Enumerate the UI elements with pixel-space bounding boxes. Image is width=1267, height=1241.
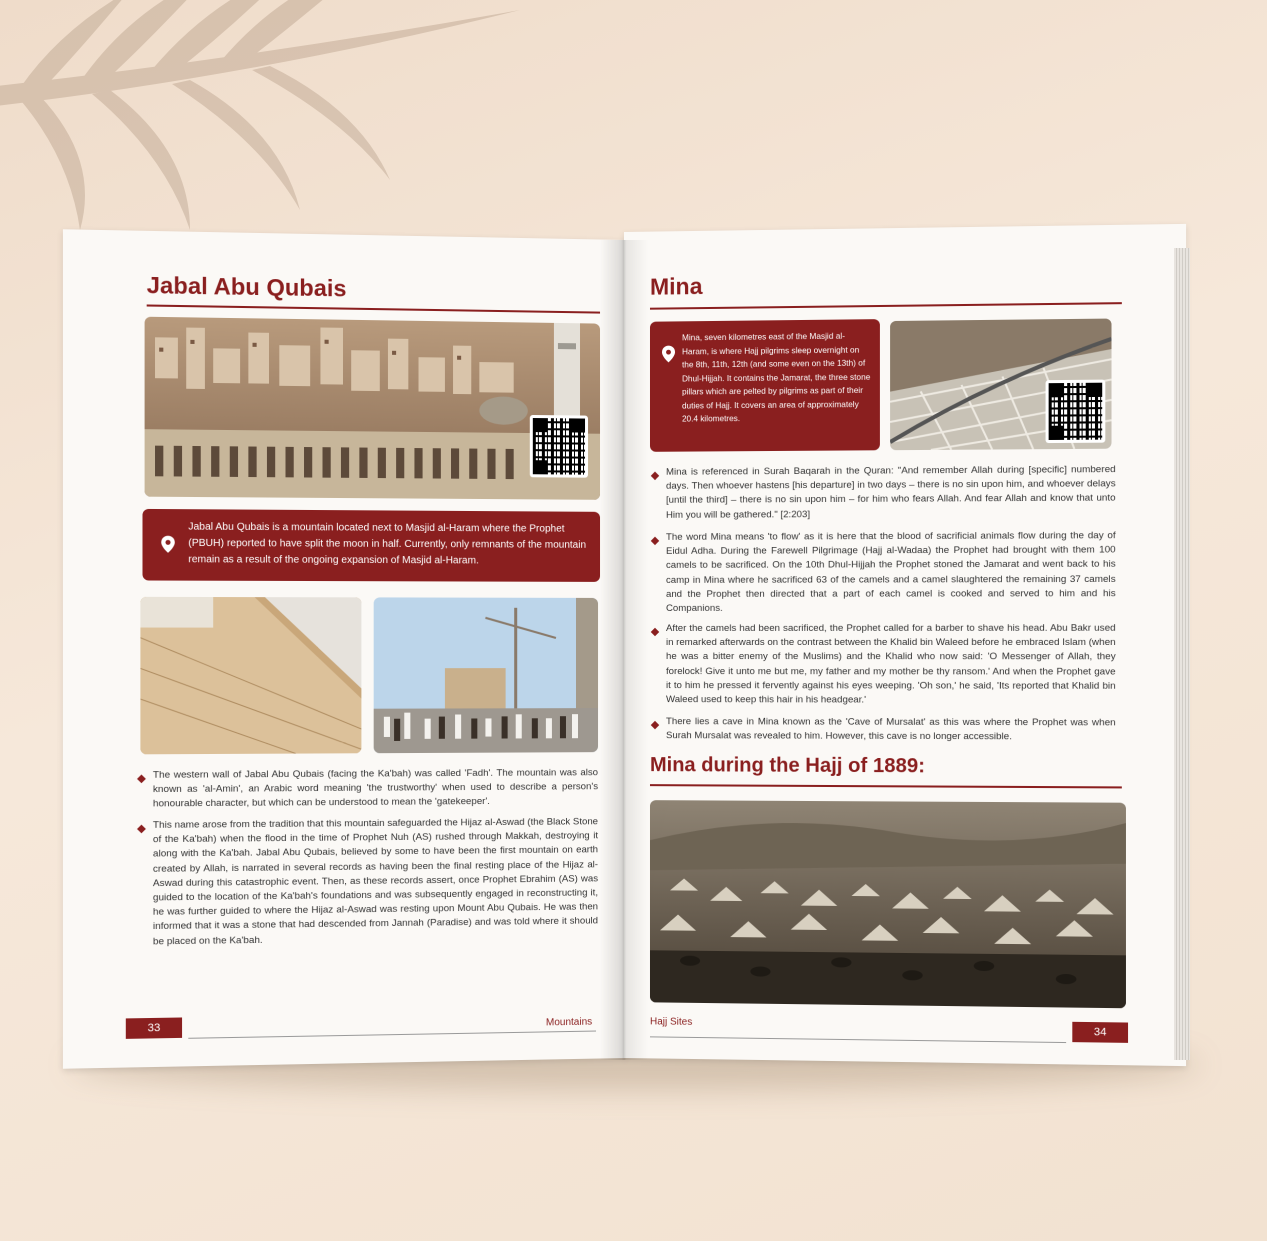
right-bullet-3: After the camels had been sacrificed, the Prophet called for a barber to shave his head. Abu Bakr used in remarked afterwards on the contrast between the Khalid bin Waleed before he embraced Islam (when he was a bitter enemy of the Muslims) and the Khalid who now said: 'O Messenger of Allah, they forelock! Give it unto me but me, my father and my mother be thy ransom.' And when the Prophet gave it to him he pressed it fervently against his eyes weeping. 'Oh son,' he said, 'Its reported that Khalid bin Waleed used to keep this hair in his headgear.' [666, 622, 1116, 706]
wall-photo [140, 597, 361, 754]
historic-hajj-1889-photo [650, 800, 1126, 1008]
footer-line [650, 1036, 1066, 1043]
location-pin-icon [662, 345, 675, 362]
bullet-marker [651, 472, 659, 480]
location-pin-icon [161, 536, 175, 553]
page-edges [1174, 248, 1190, 1060]
subtitle-rule [650, 784, 1122, 788]
bullet-marker [651, 628, 659, 636]
right-page-title: Mina [649, 272, 703, 300]
page-number-right: 34 [1072, 1022, 1128, 1043]
left-page-title: Jabal Abu Qubais [146, 271, 347, 302]
left-bullet-2: This name arose from the tradition that this mountain safeguarded the Hijaz al-Aswad (the Black Stone of the Ka'bah) when the flood in the time of Prophet Nuh (AS) rushed through Makkah, destroying it along with the Ka'bah. Jabal Abu Qubais, believed by some to have been the first mountain on earth created by Allah, is narrated in several records as having been the final resting place of the Hijaz al-Aswad during this catastrophic event. Then, as these records assert, once Prophet Ebrahim (AS) was guided to the location of the Ka'bah's foundations and was subsequently engaged in reconstructing it, he was further guided to where the Hijaz al-Aswad was resting upon Mount Abu Qubais. He was then informed that it was a stone that had descended from Jannah (Paradise) and was told where it should be placed on the Ka'bah. [152, 816, 599, 948]
right-bullet-4: There lies a cave in Mina known as the 'Cave of Mursalat' as this was where the Prophet was when Surah Mursalat was revealed to him. However, this cave is no longer accessible. [666, 716, 1116, 743]
mina-aerial-photo [890, 319, 1111, 451]
qr-code [530, 415, 588, 478]
title-rule [650, 302, 1122, 310]
title-rule [147, 304, 600, 313]
section-subtitle: Mina during the Hajj of 1889: [649, 754, 925, 778]
callout-text: Jabal Abu Qubais is a mountain located next to Masjid al-Haram where the Prophet (PBUH) reported to have split the moon in half. Currently, only remnants of the mountain remain as a result of the ongoing expansion of Masjid al-Haram. [188, 521, 587, 567]
right-bullet-1: Mina is referenced in Surah Baqarah in the Quran: "And remember Allah during [specific] numbered days. Then whoever hastens [his departure] in two days – there is no sin upon him, and whoever delays [until the third] – there is no sin upon him – for him who fears Allah. And fear Allah and know that unto Him you will be gathered." [2:203] [666, 463, 1116, 521]
bullet-marker [651, 537, 659, 545]
right-footer-section: Hajj Sites [649, 1016, 693, 1028]
left-page [63, 229, 626, 1068]
mountain-city-photo [145, 317, 600, 500]
right-page [624, 224, 1186, 1066]
bullet-marker [137, 825, 146, 834]
footer-line [188, 1031, 596, 1039]
bullet-marker [651, 721, 659, 729]
right-bullet-2: The word Mina means 'to flow' as it is here that the blood of sacrificial animals flow during the day of Eidul Adha. During the Farewell Pilgrimage (Hajj al-Wadaa) the Prophet had brought with them 100 camels to be sacrificed. On the 10th Dhul-Hijjah the Prophet stoned the Jamarat and went back to his camp in Mina where he sacrificed 63 of the camels and a camel slaughtered the remaining 37 camels and the Prophet then directed that a part of each camel is cooked and served to him and his Companions. [666, 530, 1116, 614]
page-number-left: 33 [126, 1017, 182, 1038]
location-callout [142, 509, 600, 582]
callout-text: Mina, seven kilometres east of the Masjid al-Haram, is where Hajj pilgrims sleep overnight on the 8th, 11th, 12th (and some even on the 13th) of Dhul-Hijjah. It contains the Jamarat, the three stone pillars which are pelted by pilgrims as part of their duties of Hajj. It covers an area of approximately 20.4 kilometres. [682, 331, 871, 424]
qr-code [1046, 380, 1106, 443]
pilgrims-construction-photo [374, 597, 598, 753]
left-footer-section: Mountains [545, 1016, 593, 1029]
location-callout [650, 319, 880, 452]
left-bullet-1: The western wall of Jabal Abu Qubais (facing the Ka'bah) was called 'Fadh'. The mountain was also known as 'al-Amin', an Arabic word meaning 'the trustworthy' when used to describe a person's honourable character, but which can be understood to mean the 'gatekeeper'. [152, 767, 599, 810]
book-gutter [600, 240, 648, 1060]
bullet-marker [137, 775, 146, 784]
